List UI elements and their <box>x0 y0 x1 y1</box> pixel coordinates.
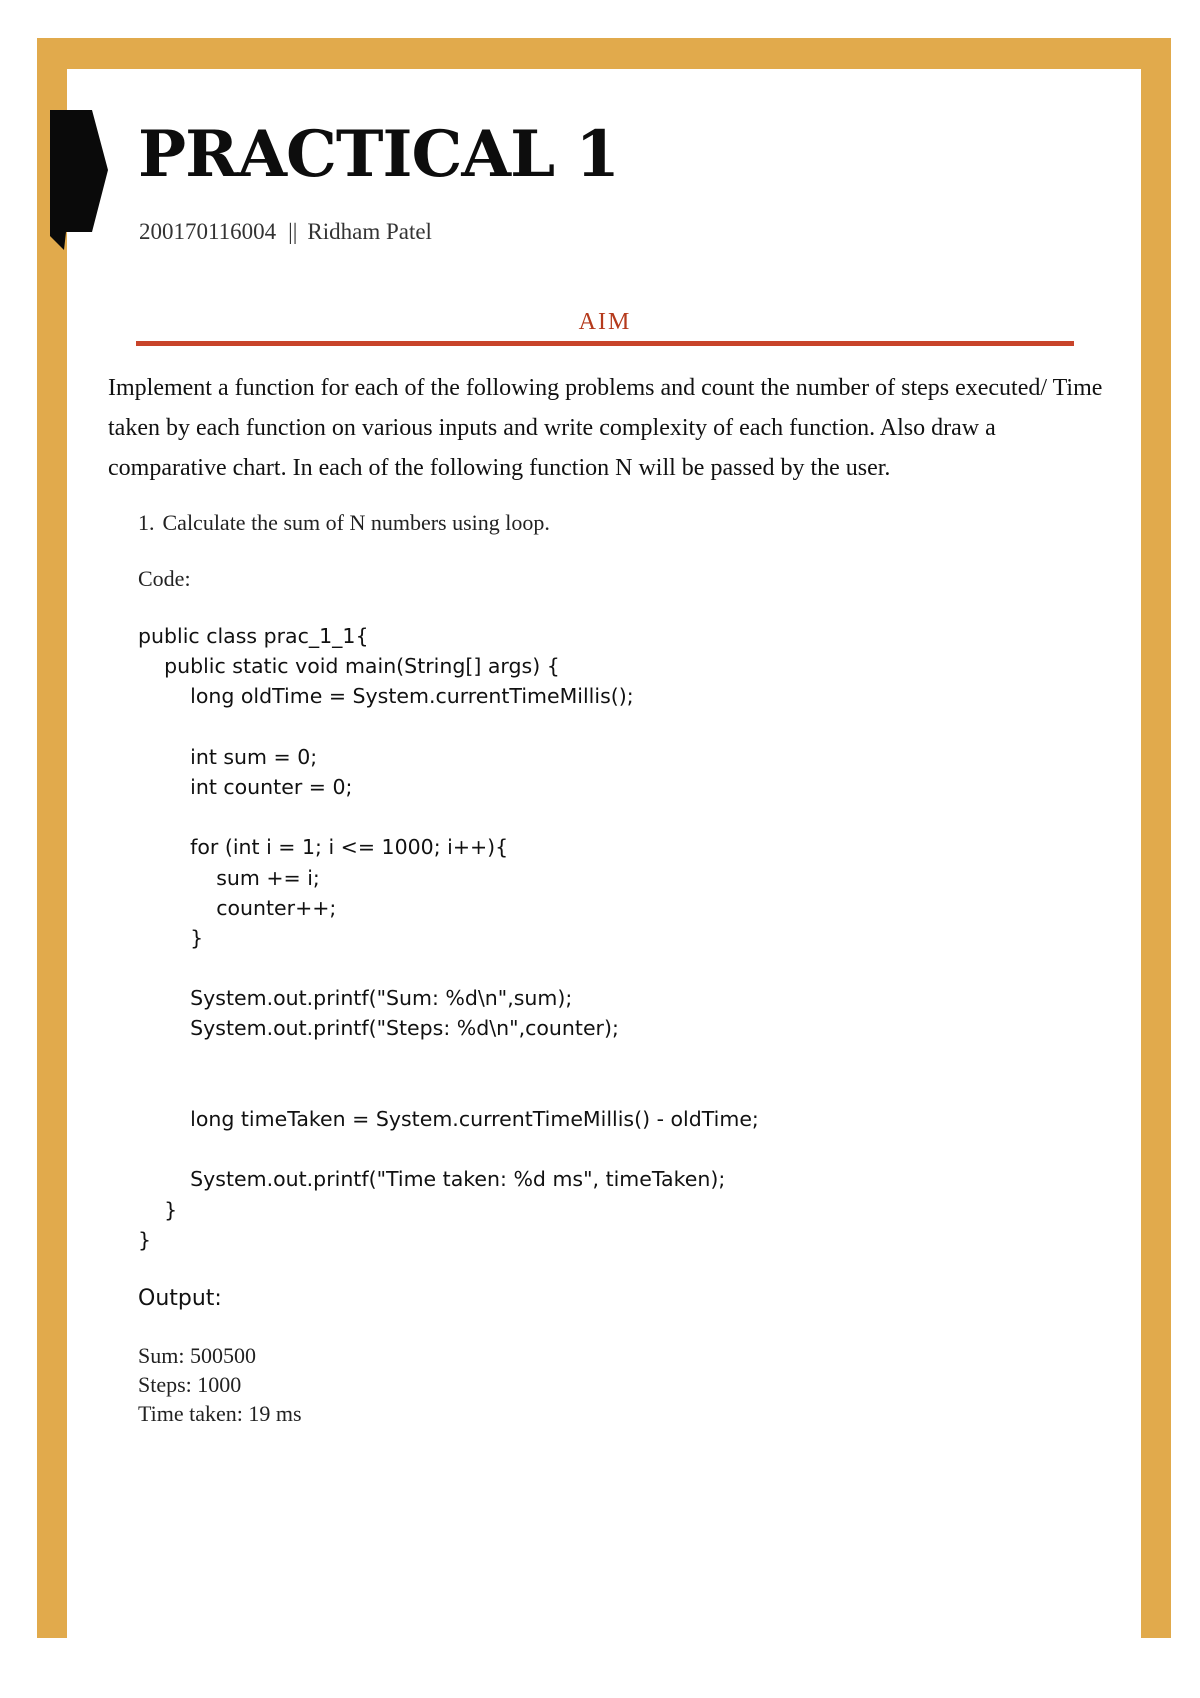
code-line: sum += i; <box>138 865 320 890</box>
code-line: System.out.printf("Time taken: %d ms", timeTaken); <box>138 1167 726 1192</box>
code-line: int counter = 0; <box>138 774 353 799</box>
code-line: long oldTime = System.currentTimeMillis(); <box>138 684 634 709</box>
page-title: PRACTICAL 1 <box>138 117 619 192</box>
aim-divider <box>136 341 1074 346</box>
enrollment-number: 200170116004 <box>139 219 277 244</box>
code-line: counter++; <box>138 895 337 920</box>
code-line <box>138 802 759 832</box>
code-block <box>138 621 759 1255</box>
page-border-left <box>37 38 67 1638</box>
code-line: public static void main(String[] args) { <box>138 654 560 679</box>
output-steps-line: Steps: 1000 <box>138 1372 242 1397</box>
page-border-top <box>37 38 1171 69</box>
task-number: 1. <box>138 510 155 535</box>
student-name: Ridham Patel <box>307 219 432 244</box>
student-info <box>139 217 432 247</box>
output-time-line: Time taken: 19 ms <box>138 1401 302 1426</box>
output-block <box>138 1341 302 1428</box>
code-line: for (int i = 1; i <= 1000; i++){ <box>138 835 509 860</box>
title-tab-marker <box>50 110 108 250</box>
code-line <box>138 1134 759 1164</box>
info-separator: || <box>288 219 298 244</box>
code-line: public class prac_1_1{ <box>138 624 369 648</box>
code-line <box>138 712 759 742</box>
code-line: System.out.printf("Steps: %d\n",counter); <box>138 1016 619 1041</box>
code-line <box>138 953 759 983</box>
code-line: System.out.printf("Sum: %d\n",sum); <box>138 986 573 1011</box>
code-line: long timeTaken = System.currentTimeMillis() - oldTime; <box>138 1107 759 1131</box>
code-line: } <box>138 925 204 950</box>
code-line <box>138 1074 759 1104</box>
code-line <box>138 1044 759 1074</box>
code-label: Code: <box>138 566 191 591</box>
aim-heading: AIM <box>578 309 632 335</box>
aim-text: Implement a function for each of the following problems and count the number of steps executed/ Time taken by each function on various inputs and write complexity of each function. Also draw a comparative chart. In each of the following function N will be passed by the user. <box>108 375 1103 481</box>
task-description: Calculate the sum of N numbers using loop. <box>162 510 550 535</box>
code-line: } <box>138 1197 178 1222</box>
task-item <box>138 508 550 538</box>
output-label: Output: <box>138 1286 222 1311</box>
code-line: int sum = 0; <box>138 744 318 769</box>
code-line: } <box>138 1227 152 1252</box>
page-border-right <box>1141 38 1171 1638</box>
output-sum-line: Sum: 500500 <box>138 1343 256 1368</box>
